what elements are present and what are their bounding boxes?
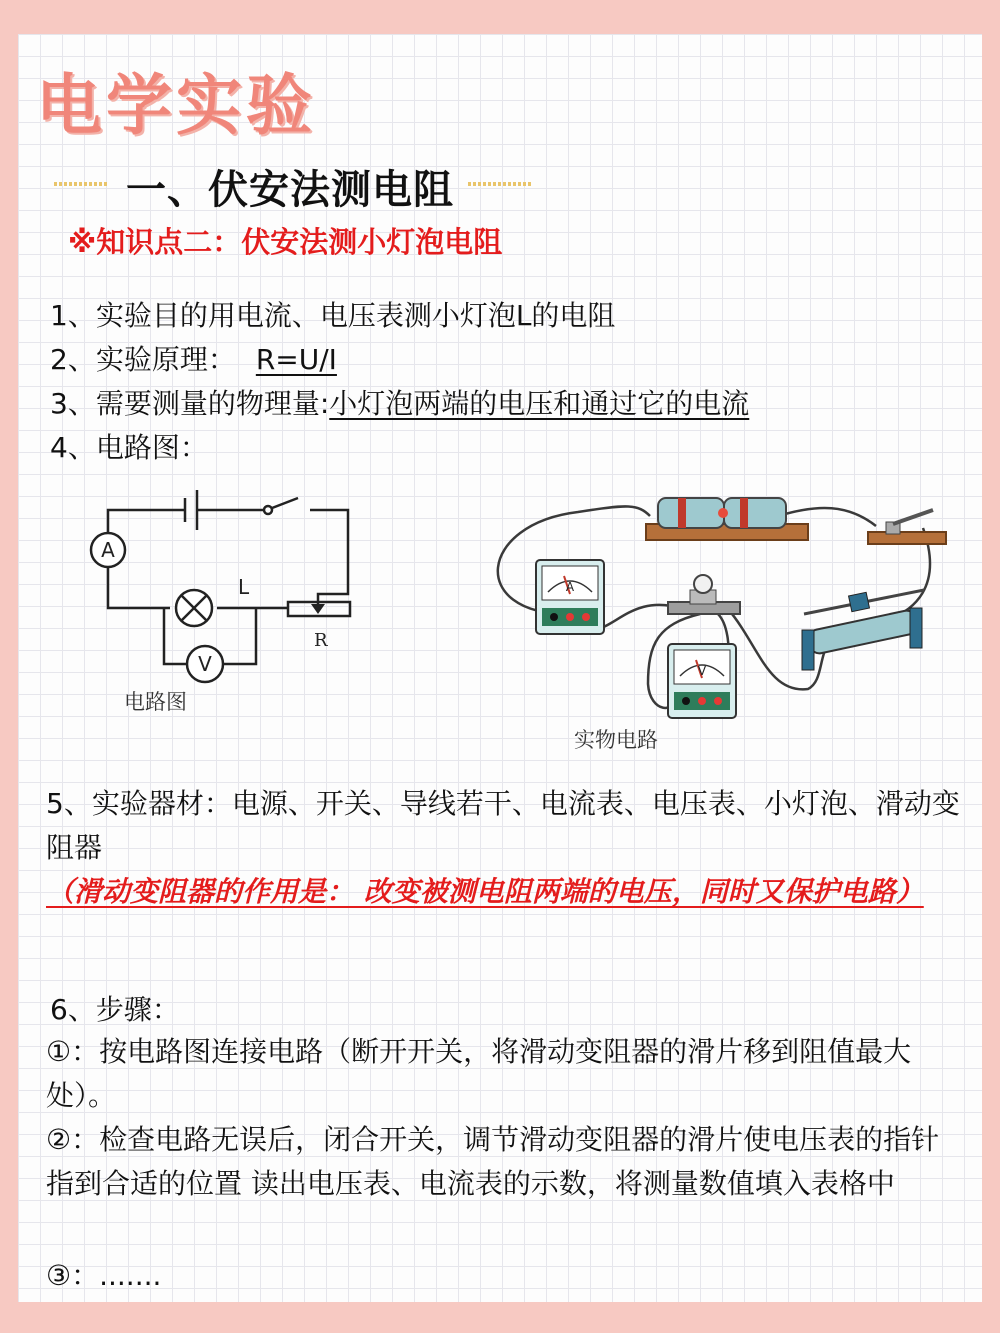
knowledge-point: ※知识点二：伏安法测小灯泡电阻: [68, 225, 503, 259]
voltmeter-symbol: [187, 646, 223, 682]
ammeter-device-label: A: [565, 580, 575, 594]
heading-decoration-right: [468, 182, 532, 186]
quantities-label: 3、需要测量的物理量:: [50, 387, 330, 420]
step-2: ②：检查电路无误后，闭合开关，调节滑动变阻器的滑片使电压表的指针指到合适的位置 读出电压表、电流表的示数，将测量数值填入表格中: [46, 1123, 940, 1200]
step-3: ③：.......: [46, 1259, 162, 1292]
voltmeter-device-label: V: [697, 664, 707, 678]
item-purpose: 1、实验目的用电流、电压表测小灯泡L的电阻: [50, 299, 616, 332]
rheostat: [802, 590, 924, 670]
diagram-caption: 电路图: [124, 690, 187, 714]
note-sheet: [18, 34, 982, 1302]
section-heading: 一、伏安法测电阻: [126, 167, 454, 213]
item-equipment: 5、实验器材：电源、开关、导线若干、电流表、电压表、小灯泡、滑动变阻器: [46, 787, 960, 864]
resistor-label: R: [314, 630, 328, 651]
physical-circuit: [478, 464, 948, 734]
heading-decoration-left: [54, 182, 108, 186]
rheostat-note-text: （滑动变阻器的作用是： 改变被测电阻两端的电压，同时又保护电路）: [46, 875, 924, 908]
step-1: ①：按电路图连接电路（断开开关，将滑动变阻器的滑片移到阻值最大处）。: [46, 1035, 912, 1112]
steps-heading: 6、步骤：: [50, 993, 180, 1026]
battery-box: [646, 498, 808, 540]
voltmeter-device: [668, 644, 736, 718]
item-circuit-label: 4、电路图：: [50, 431, 208, 464]
ammeter-symbol: [91, 533, 125, 567]
lamp-label: L: [238, 575, 250, 599]
page-title: 电学实验: [36, 67, 316, 144]
slider-arrow-icon: [311, 604, 325, 614]
ammeter-label: A: [101, 538, 115, 562]
principle-value: R=U/I: [255, 343, 337, 376]
item-quantities: [50, 382, 749, 422]
quantities-value: 小灯泡两端的电压和通过它的电流: [329, 387, 750, 420]
principle-label: 2、实验原理：: [50, 343, 236, 376]
lamp-symbol: [176, 590, 212, 626]
switch: [868, 510, 946, 544]
lamp-holder: [668, 575, 740, 614]
ammeter-device: [536, 560, 604, 634]
physical-caption: 实物电路: [574, 728, 658, 752]
voltmeter-label: V: [198, 652, 212, 676]
rheostat-note: [46, 870, 966, 914]
item-principle: [50, 338, 337, 378]
